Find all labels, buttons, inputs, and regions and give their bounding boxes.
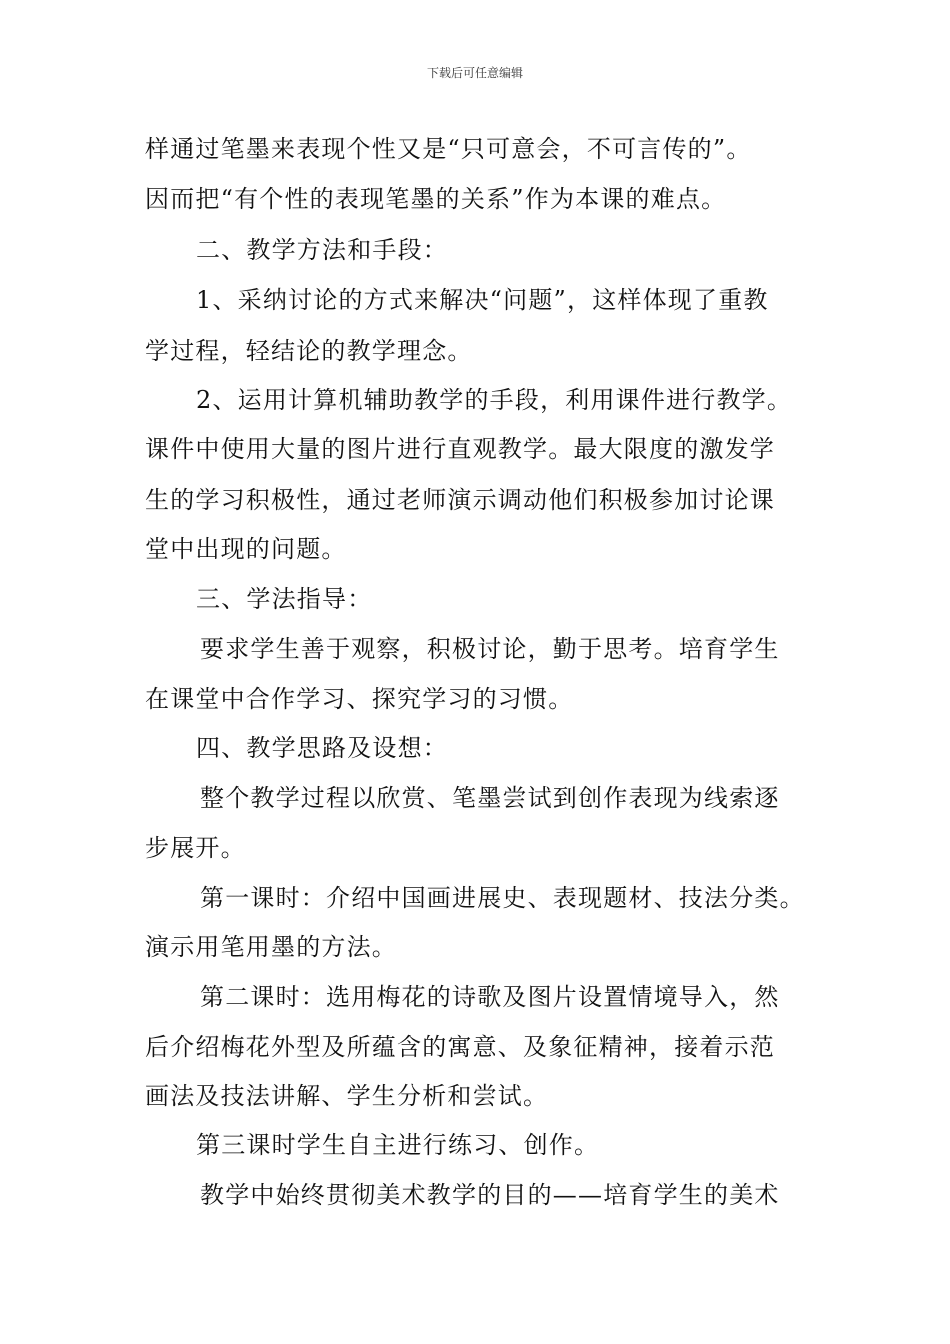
text-line: 课件中使用大量的图片进行直观教学。最大限度的激发学: [145, 435, 775, 463]
text-line: 后介绍梅花外型及所蕴含的寓意、及象征精神，接着示范: [145, 1033, 775, 1061]
text-line: 第二课时：选用梅花的诗歌及图片设置情境导入，然: [200, 983, 780, 1011]
text-line: 1、采纳讨论的方式来解决“问题”，这样体现了重教: [196, 286, 769, 314]
text-line: 要求学生善于观察，积极讨论，勤于思考。培育学生: [200, 635, 780, 663]
text-line: 教学中始终贯彻美术教学的目的——培育学生的美术: [200, 1181, 780, 1209]
text-line: 整个教学过程以欣赏、笔墨尝试到创作表现为线索逐: [200, 784, 780, 812]
text-line: 步展开。: [145, 834, 246, 862]
text-line: 第一课时：介绍中国画进展史、表现题材、技法分类。: [200, 884, 805, 912]
text-line: 画法及技法讲解、学生分析和尝试。: [145, 1082, 549, 1110]
text-line: 学过程，轻结论的教学理念。: [145, 337, 473, 365]
text-line: 二、教学方法和手段：: [196, 236, 448, 264]
text-line: 在课堂中合作学习、探究学习的习惯。: [145, 685, 574, 713]
text-line: 第三课时学生自主进行练习、创作。: [196, 1131, 600, 1159]
page-header: 下载后可任意编辑: [426, 66, 523, 80]
text-line: 三、学法指导：: [196, 585, 373, 613]
text-line: 样通过笔墨来表现个性又是“只可意会，不可言传的”。: [145, 135, 752, 163]
text-line: 四、教学思路及设想：: [196, 734, 448, 762]
text-line: 生的学习积极性，通过老师演示调动他们积极参加讨论课: [145, 486, 775, 514]
text-line: 堂中出现的问题。: [145, 535, 347, 563]
text-line: 因而把“有个性的表现笔墨的关系”作为本课的难点。: [145, 185, 727, 213]
text-line: 演示用笔用墨的方法。: [145, 933, 397, 961]
text-line: 2、运用计算机辅助教学的手段，利用课件进行教学。: [196, 386, 793, 414]
